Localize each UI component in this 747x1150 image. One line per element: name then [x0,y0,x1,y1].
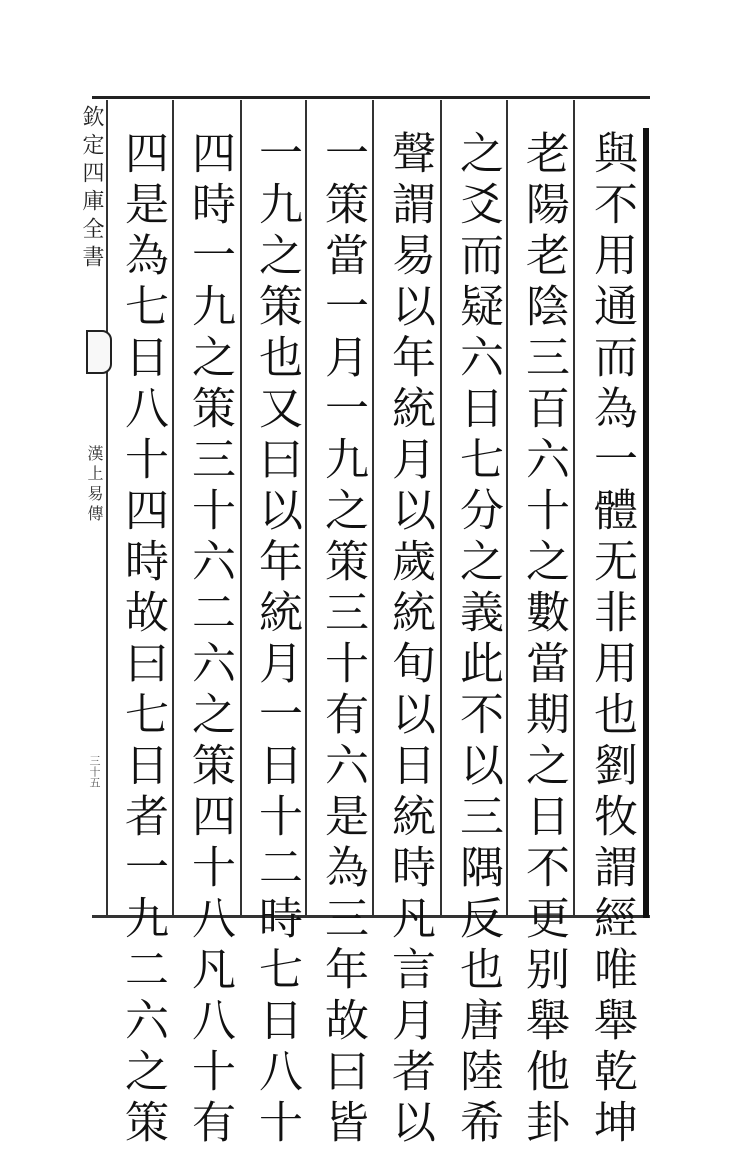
frame-right-border [643,128,649,918]
column-rule [106,100,108,915]
column-rule [440,100,442,915]
text-column-2: 老陽老陰三百六十之數當期之日不更别舉他卦 [518,130,569,1150]
margin-fishtail-mark [86,330,112,374]
text-column-6: 一九之策也又曰以年統月一日十二時七日八十 [251,130,302,1150]
text-column-7: 四時一九之策三十六二六之策四十八凡八十有 [184,130,235,1150]
text-column-1: 與不用通而為一體无非用也劉牧謂經唯舉乾坤 [586,130,637,1150]
margin-subtitle: 漢上易傳 [85,445,104,525]
frame-top-rule [92,96,650,99]
text-column-8: 四是為七日八十四時故曰七日者一九二六之策 [117,130,168,1150]
text-column-3: 之爻而疑六日七分之義此不以三隅反也唐陸希 [452,130,503,1150]
column-rule [240,100,242,915]
margin-book-title: 欽定四庫全書 [79,105,104,273]
text-column-4: 聲謂易以年統月以歲統旬以日統時凡言月者以 [384,130,435,1150]
text-column-5: 一策當一月一九之策三十有六是為三年故曰皆 [317,130,368,1150]
page-number: 三十五 [88,755,101,788]
